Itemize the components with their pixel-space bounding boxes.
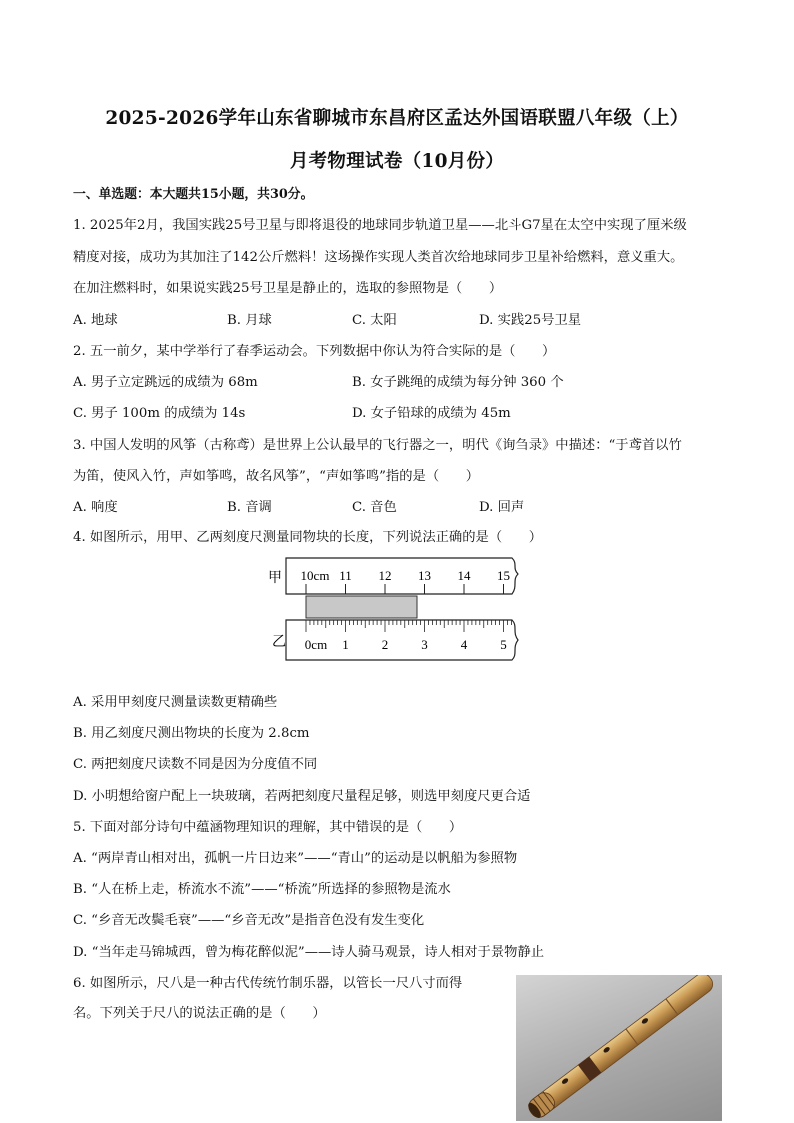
q1-option-d: D. 实践25号卫星: [479, 313, 582, 328]
ruler-yi-label: 3: [421, 637, 428, 652]
ruler-label-yi: 乙: [272, 635, 286, 650]
q6-line-2: 名。下列关于尺八的说法正确的是（ ）: [73, 1006, 326, 1021]
q2-option-c: C. 男子 100m 的成绩为 14s: [73, 406, 246, 421]
q4-option-c: C. 两把刻度尺读数不同是因为分度值不同: [73, 757, 318, 772]
q3-option-c: C. 音色: [352, 500, 397, 515]
q1-option-c: C. 太阳: [352, 313, 397, 328]
ruler-jia-label: 12: [378, 568, 392, 583]
q5-option-b: B. “人在桥上走，桥流水不流”——“桥流”所选择的参照物是流水: [73, 882, 451, 897]
ruler-label-jia: 甲: [268, 571, 282, 586]
q1-line-2: 精度对接，成功为其加注了142公斤燃料！这场操作实现人类首次给地球同步卫星补给燃料，意义重大。: [73, 250, 684, 265]
ruler-figure: [266, 556, 528, 666]
q3-option-b: B. 音调: [227, 500, 272, 515]
ruler-yi-label: 5: [500, 637, 507, 652]
measured-block: [306, 596, 417, 618]
shakuhachi-photo: [516, 975, 722, 1121]
ruler-yi-label: 0cm: [304, 637, 328, 652]
q1-line-3: 在加注燃料时，如果说实践25号卫星是静止的，选取的参照物是（ ）: [73, 281, 503, 296]
ruler-jia-label: 14: [457, 568, 471, 583]
q2-option-a: A. 男子立定跳远的成绩为 68m: [73, 375, 258, 390]
ruler-jia-label: 15: [497, 568, 510, 583]
ruler-jia-label: 13: [418, 568, 431, 583]
ruler-jia-label: 11: [339, 568, 352, 583]
ruler-yi-label: 4: [460, 637, 468, 652]
shakuhachi-illustration: [516, 975, 722, 1121]
q5-stem: 5. 下面对部分诗句中蕴涵物理知识的理解，其中错误的是（ ）: [73, 820, 463, 835]
q5-option-a: A. “两岸青山相对出，孤帆一片日边来”——“青山”的运动是以帆船为参照物: [73, 851, 518, 866]
q2-stem: 2. 五一前夕，某中学举行了春季运动会。下列数据中你认为符合实际的是（ ）: [73, 344, 556, 359]
ruler-yi-label: 2: [381, 637, 389, 652]
section-heading: 一、单选题：本大题共15小题，共30分。: [73, 187, 314, 202]
q1-option-b: B. 月球: [227, 313, 272, 328]
q5-option-c: C. “乡音无改鬓毛衰”——“乡音无改”是指音色没有发生变化: [73, 913, 425, 928]
q4-stem: 4. 如图所示，用甲、乙两刻度尺测量同物块的长度，下列说法正确的是（ ）: [73, 530, 543, 545]
ruler-yi-label: 1: [342, 637, 349, 652]
q4-option-a: A. 采用甲刻度尺测量读数更精确些: [73, 695, 278, 710]
q1-option-a: A. 地球: [73, 313, 118, 328]
q1-line-1: 1. 2025年2月，我国实践25号卫星与即将退役的地球同步轨道卫星——北斗G7星在太空中实现了厘米级: [73, 218, 687, 233]
q3-line-2: 为笛，使风入竹，声如筝鸣，故名风筝”，“声如筝鸣”指的是（ ）: [73, 469, 480, 484]
ruler-diagram: [266, 556, 528, 666]
ruler-jia-label: 10cm: [300, 568, 330, 583]
page-title-line1: 2025-2026学年山东省聊城市东昌府区孟达外国语联盟八年级（上）: [105, 108, 689, 129]
q3-option-a: A. 响度: [73, 500, 118, 515]
q4-option-d: D. 小明想给窗户配上一块玻璃，若两把刻度尺量程足够，则选甲刻度尺更合适: [73, 789, 531, 804]
q3-line-1: 3. 中国人发明的风筝（古称鸢）是世界上公认最早的飞行器之一，明代《询刍录》中描述：“于鸢首以竹: [73, 438, 682, 453]
q2-option-b: B. 女子跳绳的成绩为每分钟 360 个: [352, 375, 564, 390]
q2-option-d: D. 女子铅球的成绩为 45m: [352, 406, 511, 421]
q6-line-1: 6. 如图所示，尺八是一种古代传统竹制乐器，以管长一尺八寸而得: [73, 976, 463, 991]
q4-option-b: B. 用乙刻度尺测出物块的长度为 2.8cm: [73, 726, 310, 741]
page-title-line2: 月考物理试卷（10月份）: [289, 151, 505, 172]
q5-option-d: D. “当年走马锦城西，曾为梅花醉似泥”——诗人骑马观景，诗人相对于景物静止: [73, 945, 545, 960]
q3-option-d: D. 回声: [479, 500, 525, 515]
